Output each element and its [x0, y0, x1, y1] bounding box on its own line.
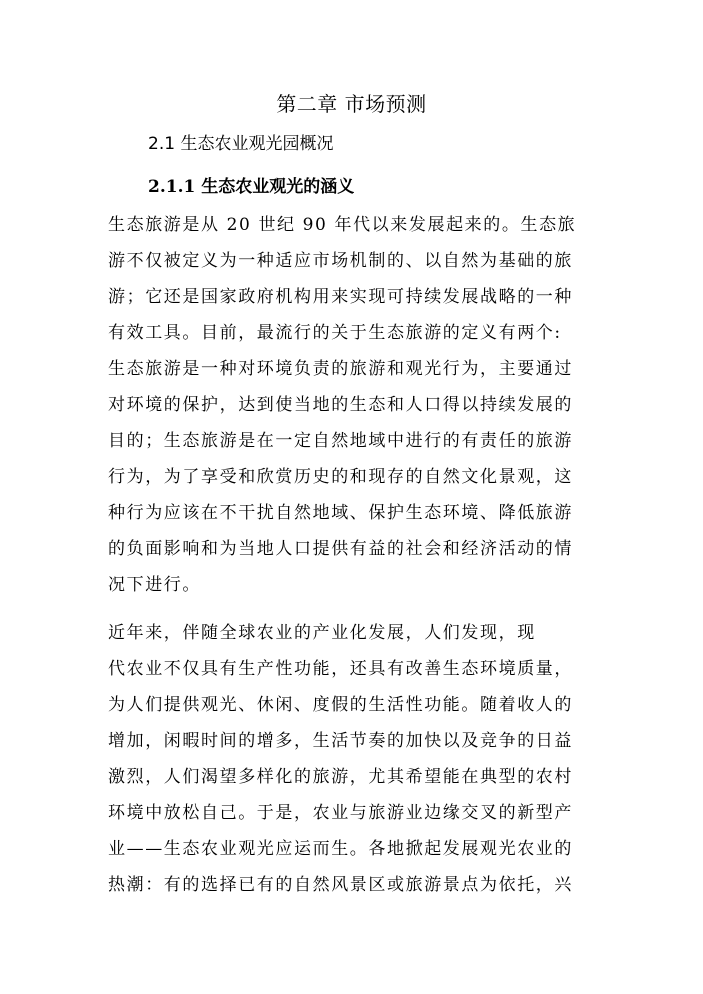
paragraph-line: 况下进行。 [108, 575, 201, 595]
paragraph-line: 行为，为了享受和欣赏历史的和现存的自然文化景观，这 [108, 467, 573, 487]
paragraph-line: 的负面影响和为当地人口提供有益的社会和经济活动的情 [108, 539, 573, 559]
paragraph-line: 业——生态农业观光应运而生。各地掀起发展观光农业的 [108, 839, 573, 859]
paragraph-line: 种行为应该在不干扰自然地域、保护生态环境、降低旅游 [108, 503, 573, 523]
paragraph-line: 激烈，人们渴望多样化的旅游，尤其希望能在典型的农村 [108, 767, 573, 787]
subsection-heading: 2.1.1 生态农业观光的涵义 [148, 177, 355, 197]
paragraph-line: 目的；生态旅游是在一定自然地域中进行的有责任的旅游 [108, 431, 573, 451]
chapter-title: 第二章 市场预测 [276, 92, 427, 116]
paragraph-line: 增加，闲暇时间的增多，生活节奏的加快以及竞争的日益 [108, 731, 573, 751]
paragraph-line: 游；它还是国家政府机构用来实现可持续发展战略的一种 [108, 287, 573, 307]
paragraph-line: 为人们提供观光、休闲、度假的生活性功能。随着收人的 [108, 695, 573, 715]
section-heading: 2.1 生态农业观光园概况 [148, 134, 334, 154]
paragraph-line: 游不仅被定义为一种适应市场机制的、以自然为基础的旅 [108, 251, 573, 271]
paragraph-line: 代农业不仅具有生产性功能，还具有改善生态环境质量， [108, 659, 573, 679]
paragraph-line: 对环境的保护，达到使当地的生态和人口得以持续发展的 [108, 395, 573, 415]
paragraph-line: 热潮：有的选择已有的自然风景区或旅游景点为依托，兴 [108, 875, 573, 895]
paragraph-line: 环境中放松自己。于是，农业与旅游业边缘交叉的新型产 [108, 803, 573, 823]
paragraph-line: 近年来，伴随全球农业的产业化发展，人们发现，现 [108, 623, 536, 643]
paragraph-line: 生态旅游是一种对环境负责的旅游和观光行为，主要通过 [108, 359, 573, 379]
paragraph-line: 有效工具。目前，最流行的关于生态旅游的定义有两个: [108, 323, 562, 343]
paragraph-line: 生态旅游是从 20 世纪 90 年代以来发展起来的。生态旅 [108, 215, 577, 235]
